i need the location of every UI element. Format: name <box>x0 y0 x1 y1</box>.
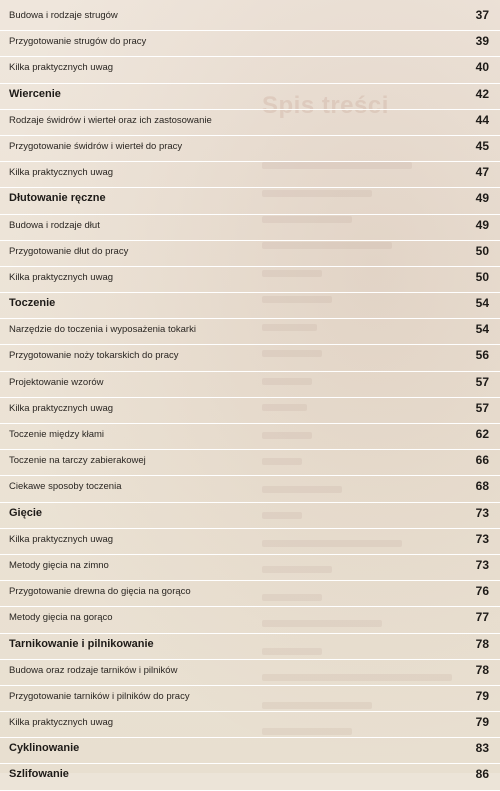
toc-entry-title: Metody gięcia na gorąco <box>9 612 113 624</box>
toc-entry-title: Przygotowanie dłut do pracy <box>9 245 129 257</box>
toc-page-number: 78 <box>475 662 489 677</box>
toc-page-number: 68 <box>475 479 489 494</box>
toc-entry <box>0 241 500 267</box>
toc-page-number: 54 <box>475 296 489 311</box>
toc-entry <box>0 31 500 57</box>
toc-entry-title: Kilka praktycznych uwag <box>9 167 114 179</box>
toc-entry-title: Gięcie <box>9 506 43 519</box>
toc-entry <box>0 215 500 241</box>
toc-entry-title: Wiercenie <box>9 87 61 100</box>
toc-entry <box>0 372 500 398</box>
toc-page-number: 47 <box>475 165 489 180</box>
toc-entry-title: Cyklinowanie <box>9 742 80 755</box>
toc-entry-title: Budowa oraz rodzaje tarników i pilników <box>9 664 178 676</box>
toc-entry <box>0 581 500 607</box>
toc-page-number: 50 <box>475 269 489 284</box>
toc-entry-title: Dłutowanie ręczne <box>9 192 106 205</box>
bleed-through-title: Spis treści <box>262 92 389 119</box>
toc-entry-title: Toczenie między kłami <box>9 429 105 440</box>
toc-page-number: 77 <box>475 610 489 625</box>
toc-entry-title: Metody gięcia na zimno <box>9 559 109 571</box>
toc-page-number: 57 <box>475 400 489 415</box>
toc-entry-title: Kilka praktycznych uwag <box>9 271 114 283</box>
toc-entry <box>0 162 500 188</box>
toc-page-number: 54 <box>475 322 489 337</box>
toc-page-number: 79 <box>475 715 489 730</box>
toc-section-heading <box>0 293 500 319</box>
toc-page-number: 78 <box>475 636 489 651</box>
toc-page-number: 66 <box>475 453 489 468</box>
toc-page-number: 73 <box>475 557 489 572</box>
toc-entry-title: Projektowanie wzorów <box>9 376 104 388</box>
toc-section-heading <box>0 764 500 790</box>
toc-entry <box>0 267 500 293</box>
toc-entry-title: Przygotowanie świdrów i wierteł do pracy <box>9 140 183 152</box>
toc-section-heading <box>0 634 500 660</box>
toc-page-number: 49 <box>475 217 489 232</box>
toc-entry <box>0 476 500 502</box>
toc-entry <box>0 136 500 162</box>
toc-entry-title: Przygotowanie strugów do pracy <box>9 36 147 48</box>
toc-entry <box>0 424 500 450</box>
toc-page-number: 73 <box>475 531 489 546</box>
toc-page-number: 42 <box>475 86 489 101</box>
toc-page-number: 73 <box>475 505 489 520</box>
toc-section-heading <box>0 738 500 764</box>
toc-page-number: 76 <box>475 584 489 599</box>
toc-entry <box>0 319 500 345</box>
toc-entry <box>0 712 500 738</box>
toc-entry-title: Rodzaje świdrów i wierteł oraz ich zastosowanie <box>9 114 212 126</box>
toc-entry <box>0 686 500 712</box>
toc-entry-title: Szlifowanie <box>9 768 69 781</box>
toc-entry <box>0 398 500 424</box>
toc-entry <box>0 57 500 83</box>
toc-entry <box>0 607 500 633</box>
toc-page-number: 44 <box>475 112 489 127</box>
toc-entry-title: Budowa i rodzaje strugów <box>9 10 118 21</box>
toc-section-heading <box>0 84 500 110</box>
toc-page-number: 83 <box>475 741 489 756</box>
toc-page-number: 39 <box>475 34 489 49</box>
toc-page-number: 40 <box>475 60 489 75</box>
toc-entry-title: Przygotowanie tarników i pilników do pracy <box>9 690 190 702</box>
toc-page-number: 37 <box>475 8 489 22</box>
toc-page-number: 50 <box>475 243 489 258</box>
toc-section-heading <box>0 503 500 529</box>
toc-entry-title: Narzędzie do toczenia i wyposażenia tokarki <box>9 324 196 336</box>
toc-page-number: 45 <box>475 138 489 153</box>
table-of-contents <box>0 5 500 791</box>
toc-page-number: 49 <box>475 191 489 206</box>
toc-entry <box>0 5 500 31</box>
toc-page-number: 86 <box>475 767 489 782</box>
toc-page-number: 57 <box>475 374 489 389</box>
toc-page-number: 56 <box>475 348 489 363</box>
toc-entry-title: Przygotowanie drewna do gięcia na gorąco <box>9 586 191 598</box>
toc-entry-title: Przygotowanie noży tokarskich do pracy <box>9 350 179 362</box>
toc-entry-title: Toczenie <box>9 297 56 310</box>
toc-entry-title: Budowa i rodzaje dłut <box>9 219 100 231</box>
toc-entry <box>0 555 500 581</box>
toc-entry <box>0 345 500 371</box>
toc-entry <box>0 529 500 555</box>
toc-page-number: 62 <box>475 427 489 441</box>
toc-entry-title: Kilka praktycznych uwag <box>9 717 114 729</box>
toc-entry-title: Toczenie na tarczy zabierakowej <box>9 455 146 467</box>
toc-entry-title: Ciekawe sposoby toczenia <box>9 481 122 493</box>
toc-entry <box>0 110 500 136</box>
toc-entry-title: Kilka praktycznych uwag <box>9 533 114 545</box>
toc-section-heading <box>0 188 500 214</box>
toc-entry <box>0 660 500 686</box>
toc-entry-title: Kilka praktycznych uwag <box>9 402 114 414</box>
toc-entry <box>0 450 500 476</box>
toc-entry-title: Kilka praktycznych uwag <box>9 62 114 74</box>
toc-entry-title: Tarnikowanie i pilnikowanie <box>9 637 154 650</box>
toc-page-number: 79 <box>475 688 489 703</box>
